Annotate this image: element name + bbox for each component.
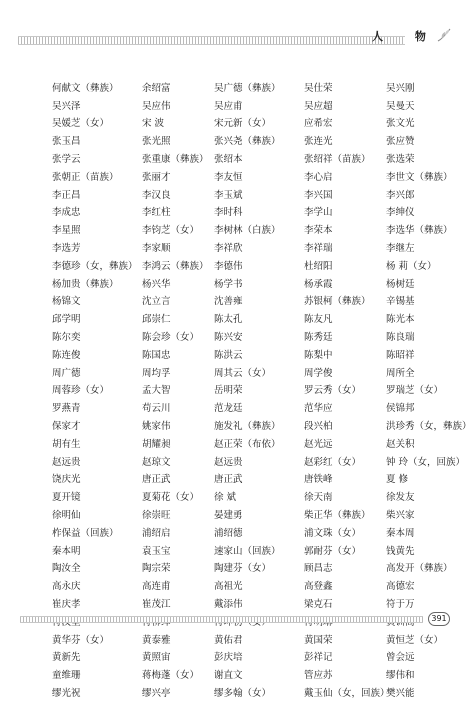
name-entry: 张丽才 (142, 171, 171, 183)
name-entry: 陶宗荣 (142, 563, 171, 575)
name-entry: 李正昌 (52, 189, 81, 201)
name-entry: 李星照 (52, 225, 81, 237)
table-row (52, 505, 462, 523)
table-row (52, 292, 462, 310)
name-entry: 李兴郎 (386, 189, 415, 201)
name-entry: 陈连俊 (52, 349, 81, 361)
page-header (0, 0, 475, 70)
name-entry: 柴兴家 (386, 510, 415, 522)
name-entry: 钟 玲（女，回族） (386, 456, 466, 468)
name-entry: 陈尔奕 (52, 332, 81, 344)
name-entry: 唐铁峰 (304, 474, 333, 486)
name-entry: 李德珍（女，彝族） (52, 260, 138, 272)
name-entry: 陈太孔 (214, 314, 243, 326)
name-entry: 辛锡基 (386, 296, 415, 308)
name-entry: 杨加贵（彝族） (52, 278, 119, 290)
name-entry: 浦绍德 (214, 527, 243, 539)
name-entry: 赵关积 (386, 438, 415, 450)
name-entry: 何献文（彝族） (52, 82, 119, 94)
name-entry: 蒋梅蓬（女） (142, 670, 200, 682)
name-entry: 张光照 (142, 136, 171, 148)
name-entry: 孟大智 (142, 385, 171, 397)
name-entry: 速家山（回族） (214, 545, 281, 557)
name-entry: 陶建芬（女） (214, 563, 272, 575)
name-entry: 饶庆光 (52, 474, 81, 486)
name-entry: 柴正华（彝族） (304, 510, 371, 522)
name-entry: 罗瑞芝（女） (386, 385, 444, 397)
name-entry: 李鸿云（彝族） (142, 260, 209, 272)
table-row (52, 630, 462, 648)
name-entry: 赵远贵 (52, 456, 81, 468)
table-row (52, 594, 462, 612)
name-entry: 张朝正（苗族） (52, 171, 119, 183)
name-entry: 李时科 (214, 207, 243, 219)
name-entry: 李绅仪 (386, 207, 415, 219)
name-entry: 高德宏 (386, 581, 415, 593)
table-row (52, 648, 462, 666)
table-row (52, 309, 462, 327)
name-entry: 陈国忠 (142, 349, 171, 361)
name-entry: 侯锦邦 (386, 403, 415, 415)
name-entry: 周均孚 (142, 367, 171, 379)
name-entry: 李世文（彝族） (386, 171, 453, 183)
name-entry: 余绍富 (142, 82, 171, 94)
name-entry: 唐正武 (142, 474, 171, 486)
table-row (52, 541, 462, 559)
table-row (52, 434, 462, 452)
name-entry: 李荣本 (304, 225, 333, 237)
name-entry: 李祥瑞 (304, 243, 333, 255)
name-entry: 周所全 (386, 367, 415, 379)
name-entry: 彭祥记 (304, 652, 333, 664)
name-entry: 张学云 (52, 154, 81, 166)
name-entry: 缪兴亭 (142, 687, 171, 699)
name-entry: 徐发友 (386, 492, 415, 504)
name-entry: 李树林（白族） (214, 225, 281, 237)
table-row (52, 256, 462, 274)
name-entry: 张兴尧（彝族） (214, 136, 281, 148)
leaf-ornament-icon (435, 26, 453, 44)
name-entry: 李友恒 (214, 171, 243, 183)
name-entry: 陈会珍（女） (142, 332, 200, 344)
name-entry: 管应苏 (304, 670, 333, 682)
table-row (52, 96, 462, 114)
name-entry: 陈友凡 (304, 314, 333, 326)
name-entry: 李祥欣 (214, 243, 243, 255)
name-entry: 李选华（彝族） (386, 225, 453, 237)
table-row (52, 665, 462, 683)
name-entry: 李玉斌 (214, 189, 243, 201)
table-row (52, 185, 462, 203)
table-row (52, 363, 462, 381)
name-entry: 杨承霞 (304, 278, 333, 290)
name-entry: 张绍本 (214, 154, 243, 166)
name-entry: 沈善雍 (214, 296, 243, 308)
name-entry: 戴添伟 (214, 599, 243, 610)
name-entry: 徐崇旺 (142, 510, 171, 522)
name-entry: 袁玉宝 (142, 545, 171, 557)
name-entry: 顾昌志 (304, 563, 333, 575)
table-row (52, 203, 462, 221)
name-entry: 樊兴能 (386, 687, 415, 699)
name-entry: 李成忠 (52, 207, 81, 219)
name-entry: 吴仕荣 (304, 82, 333, 94)
name-entry: 张应赞 (386, 136, 415, 148)
name-entry: 吴兴刚 (386, 82, 415, 94)
name-entry: 周蓉珍（女） (52, 385, 110, 397)
name-entry: 缪光祝 (52, 687, 81, 699)
name-entry: 黄华芬（女） (52, 634, 110, 646)
name-entry: 浦文珠（女） (304, 527, 362, 539)
name-entry: 吴广德（彝族） (214, 82, 281, 94)
name-entry: 徐 斌 (214, 492, 237, 504)
name-entry: 陈梨中 (304, 349, 333, 361)
name-entry: 谢直文 (214, 670, 243, 682)
name-entry: 郭耐芬（女） (304, 545, 362, 557)
name-entry: 晏建勇 (214, 510, 243, 522)
name-entry: 夏 修 (386, 474, 409, 486)
name-entry: 李继左 (386, 243, 415, 255)
name-entry: 周学俊 (304, 367, 333, 379)
name-entry: 周广德 (52, 367, 81, 379)
table-row (52, 381, 462, 399)
table-row (52, 487, 462, 505)
name-entry: 黄恒芝（女） (386, 634, 444, 646)
name-entry: 施发礼（彝族） (214, 421, 281, 433)
name-entry: 童维珊 (52, 670, 81, 682)
name-entry: 曾会远 (386, 652, 415, 664)
name-entry: 徐明仙 (52, 510, 81, 522)
name-entry: 李选芳 (52, 243, 81, 255)
name-entry: 罗云秀（女） (304, 385, 362, 397)
table-row (52, 149, 462, 167)
name-entry: 张连光 (304, 136, 333, 148)
name-entry: 高登鑫 (304, 581, 333, 593)
section-title: 人 物 (372, 30, 440, 43)
name-entry: 应希宏 (304, 118, 333, 130)
table-row (52, 559, 462, 577)
name-entry: 陈秀廷 (304, 332, 333, 344)
table-row (52, 78, 462, 96)
name-entry: 夏菊花（女） (142, 492, 200, 504)
name-entry: 梁克石 (304, 599, 333, 610)
name-entry: 李学山 (304, 207, 333, 219)
name-entry: 李兴国 (304, 189, 333, 201)
name-entry: 吴应伟 (142, 100, 171, 112)
name-entry: 沈立言 (142, 296, 171, 308)
table-row (52, 220, 462, 238)
name-entry: 秦本明 (52, 545, 81, 557)
name-entry: 范华应 (304, 403, 333, 415)
name-entry: 张选荣 (386, 154, 415, 166)
name-entry: 黄国荣 (304, 634, 333, 646)
name-entry: 保家才 (52, 421, 81, 433)
name-entry: 邱学明 (52, 314, 81, 326)
table-row (52, 345, 462, 363)
name-entry: 李钧芝（女） (142, 225, 200, 237)
name-entry: 段兴柏 (304, 421, 333, 433)
table-row (52, 416, 472, 434)
table-row (52, 167, 462, 185)
name-entry: 陈兴安 (214, 332, 243, 344)
name-entry: 高连甫 (142, 581, 171, 593)
page-number: 391 (428, 612, 450, 626)
name-entry: 宋元新（女） (214, 118, 272, 130)
name-entry: 宋 波 (142, 118, 165, 130)
name-entry: 秦本周 (386, 527, 415, 539)
table-row (52, 452, 466, 470)
name-entry: 洪珍秀（女，彝族） (386, 421, 472, 433)
name-entry: 李心启 (304, 171, 333, 183)
name-entry: 李红柱 (142, 207, 171, 219)
name-entry: 符于万 (386, 599, 415, 610)
table-row (52, 238, 462, 256)
name-entry: 赵正荣（布依） (214, 438, 281, 450)
name-entry: 李德伟 (214, 260, 243, 272)
name-entry: 杨兴华 (142, 278, 171, 290)
name-entry: 钱黄先 (386, 545, 415, 557)
name-entry: 赵远贵 (214, 456, 243, 468)
name-entry: 赵彩红（女） (304, 456, 362, 468)
table-row (52, 274, 462, 292)
name-entry: 高发开（彝族） (386, 563, 453, 575)
name-entry: 唐正武 (214, 474, 243, 486)
name-entry: 缪多翰（女） (214, 687, 272, 699)
name-entry: 苏银柯（彝族） (304, 296, 371, 308)
name-list-table (52, 78, 472, 701)
name-entry: 浦绍启 (142, 527, 171, 539)
name-entry: 张重康（彝族） (142, 154, 209, 166)
name-entry: 戴玉仙（女，回族） (304, 687, 390, 699)
name-entry: 杨 莉（女） (386, 260, 437, 272)
name-entry: 吴媛芝（女） (52, 118, 110, 130)
name-entry: 姚家伟 (142, 421, 171, 433)
name-entry: 赵琼文 (142, 456, 171, 468)
name-entry: 杨学书 (214, 278, 243, 290)
name-entry: 缪伟和 (386, 670, 415, 682)
table-row (52, 523, 462, 541)
name-entry: 罗燕青 (52, 403, 81, 415)
name-entry: 黄照宙 (142, 652, 171, 664)
name-entry: 范龙廷 (214, 403, 243, 415)
name-entry: 黄新先 (52, 652, 81, 664)
name-entry: 杜绍阳 (304, 260, 333, 272)
name-entry: 夏开镜 (52, 492, 81, 504)
name-entry: 陈良瑞 (386, 332, 415, 344)
name-entry: 高永庆 (52, 581, 81, 593)
name-entry: 李家顺 (142, 243, 171, 255)
name-entry: 张绍祥（苗族） (304, 154, 371, 166)
name-entry: 徐天南 (304, 492, 333, 504)
table-row (52, 576, 462, 594)
name-entry: 陈洪云 (214, 349, 243, 361)
name-entry: 吴曼天 (386, 100, 415, 112)
name-entry: 陈光本 (386, 314, 415, 326)
name-entry: 杨树廷 (386, 278, 415, 290)
name-entry: 彭庆培 (214, 652, 243, 664)
name-entry: 赵光远 (304, 438, 333, 450)
name-entry: 邱崇仁 (142, 314, 171, 326)
name-entry: 高祖光 (214, 581, 243, 593)
name-entry: 岳明荣 (214, 385, 243, 397)
name-entry: 胡有生 (52, 438, 81, 450)
name-entry: 柞保益（回族） (52, 527, 119, 539)
name-entry: 张玉昌 (52, 136, 81, 148)
name-entry: 吴应超 (304, 100, 333, 112)
table-row (52, 327, 462, 345)
name-entry: 黄泰雅 (142, 634, 171, 646)
table-row (52, 114, 462, 132)
footer-decorative-band (20, 616, 423, 623)
name-entry: 吴兴泽 (52, 100, 81, 112)
name-entry: 崔庆孝 (52, 599, 81, 610)
name-entry: 李汉良 (142, 189, 171, 201)
name-entry: 陶汝全 (52, 563, 81, 575)
table-row (52, 131, 462, 149)
name-entry: 黄佑君 (214, 634, 243, 646)
header-decorative-band (18, 36, 405, 45)
name-entry: 吴应甫 (214, 100, 243, 112)
name-entry: 陈昭祥 (386, 349, 415, 361)
name-entry: 周其云（女） (214, 367, 272, 379)
table-row (52, 398, 462, 416)
name-entry: 崔茂江 (142, 599, 171, 610)
name-entry: 胡耀昶 (142, 438, 171, 450)
name-entry: 杨锦文 (52, 296, 81, 308)
table-row (52, 470, 462, 488)
name-entry: 张文光 (386, 118, 415, 130)
name-entry: 苟云川 (142, 403, 171, 415)
table-row (52, 683, 462, 701)
